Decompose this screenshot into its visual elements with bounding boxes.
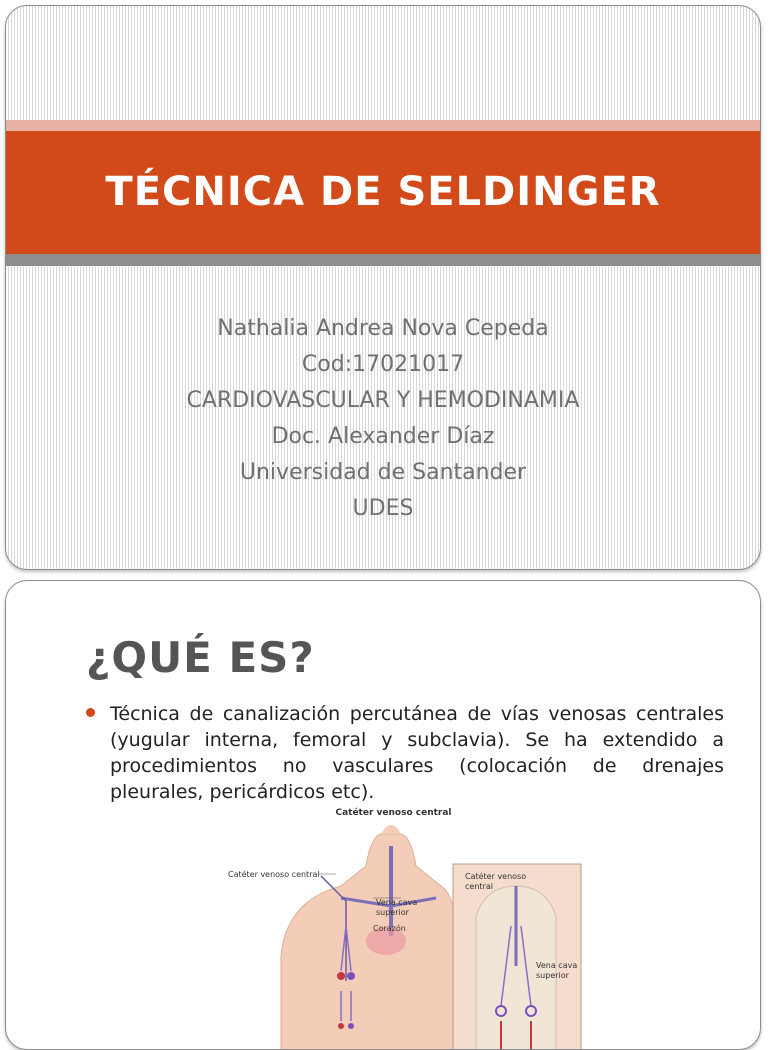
- bullet-text: Técnica de canalización percutánea de vías venosas centrales (yugular interna, femoral y subclavia). Se ha extendido a procedimientos no vasculares (colocación de drenajes pleurales, pericárdicos etc).: [110, 703, 724, 803]
- slide-heading: ¿QUÉ ES?: [86, 633, 315, 682]
- figure-title: Catéter venoso central: [335, 808, 452, 818]
- university-acronym: UDES: [352, 496, 414, 521]
- university-name: Universidad de Santander: [239, 460, 527, 485]
- figure-label-cvc-left: Catéter venoso central: [228, 870, 320, 879]
- bullet-item: [86, 701, 724, 805]
- course-name: CARDIOVASCULAR Y HEMODINAMIA: [186, 388, 580, 413]
- teacher-name: Doc. Alexander Díaz: [271, 424, 495, 449]
- student-code: Cod:17021017: [301, 352, 465, 377]
- title-slide: [5, 5, 761, 570]
- slide-title: TÉCNICA DE SELDINGER: [105, 169, 661, 215]
- figure-label-corazon: Corazón: [373, 924, 406, 933]
- content-slide: [5, 580, 761, 1050]
- bullet-icon: [86, 708, 95, 717]
- catheter-illustration: [201, 806, 586, 1050]
- figure-label-cvc-right: Catéter venoso central: [465, 872, 527, 891]
- title-band: [6, 131, 760, 254]
- author-name: Nathalia Andrea Nova Cepeda: [217, 316, 549, 341]
- figure-label-vena-cava-right: Vena cava superior: [536, 961, 578, 980]
- subtitle-block: [6, 311, 760, 527]
- decorative-stripe-grey: [6, 254, 760, 266]
- decorative-stripe-pink: [6, 120, 760, 131]
- figure-label-vena-cava-left: Vena cava superior: [376, 898, 418, 917]
